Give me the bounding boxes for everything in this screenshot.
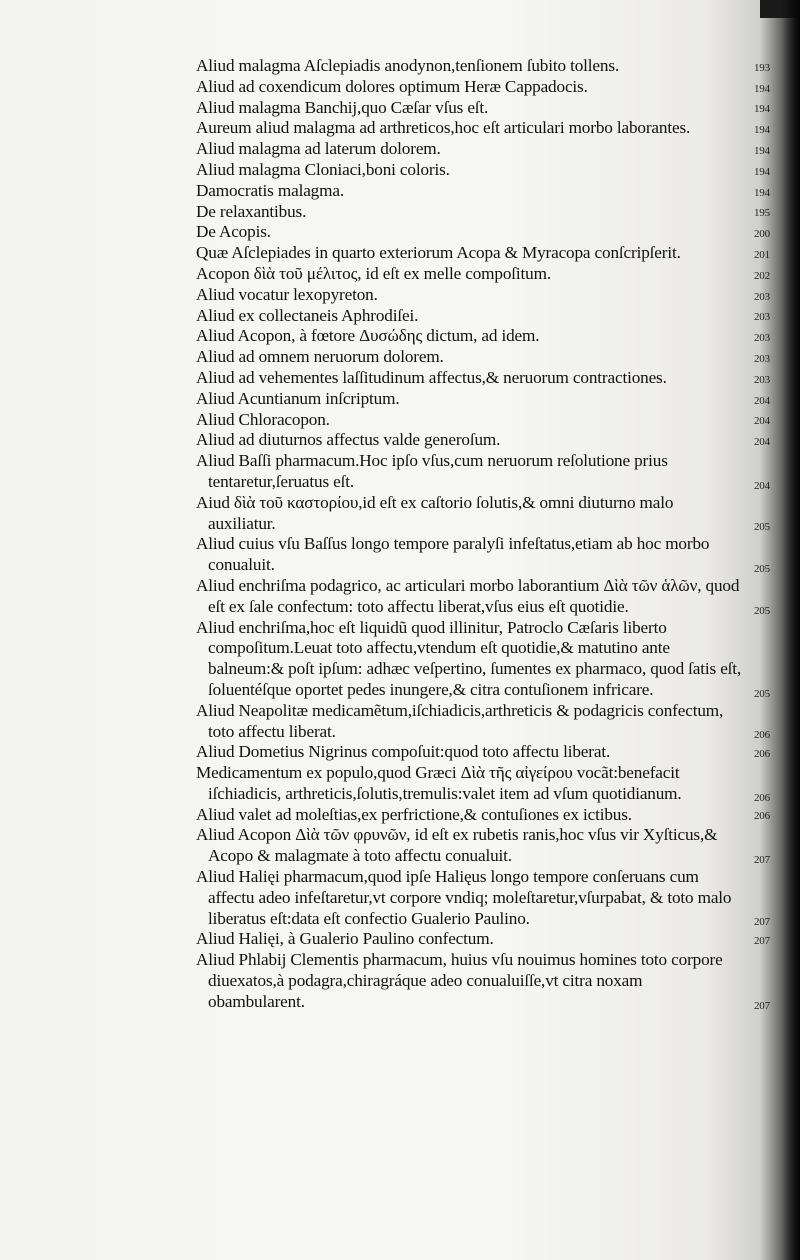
index-entry	[196, 867, 770, 929]
entry-page-number: 207	[753, 854, 770, 867]
index-entry	[196, 929, 770, 950]
entry-text: Aliud Acopon Δὶὰ τῶν φρυνῶν, id eſt ex rubetis ranis,hoc vſus vir Xyſticus,& Acopo & malagmate à toto affectu conualuit.	[196, 825, 718, 866]
entry-page-number: 205	[753, 604, 770, 617]
index-entry	[196, 139, 770, 160]
entry-text: Aliud valet ad moleſtias,ex perfrictione,& contuſiones ex ictibus.	[196, 804, 632, 824]
entry-text: Aureum aliud malagma ad arthreticos,hoc eſt articulari morbo laborantes.	[196, 118, 691, 138]
entry-text: De Acopis.	[196, 222, 271, 242]
entry-text: Aliud Dometius Nigrinus compoſuit:quod toto affectu liberat.	[196, 742, 611, 762]
entry-page-number: 203	[753, 352, 770, 365]
entry-text: Medicamentum ex populo,quod Græci Δὶὰ τῆς αἰγείρου vocãt:benefacit iſchiadicis, arthreticis,ſolutis,tremulis:valet item ad vſum quotidianum.	[196, 763, 682, 803]
entry-page-number: 206	[753, 810, 770, 823]
entry-page-number: 194	[753, 165, 770, 178]
entry-text: Aliud malagma ad laterum dolorem.	[196, 139, 441, 159]
entry-page-number: 203	[753, 373, 770, 386]
entry-text: Aliud ad diuturnos affectus valde generoſum.	[196, 430, 501, 450]
entry-page-number: 203	[753, 311, 770, 324]
entry-text: Aliud Halięi, à Gualerio Paulino confectum.	[196, 929, 494, 949]
entry-page-number: 206	[753, 748, 770, 761]
entry-text: Aliud malagma Aſclepiadis anodynon,tenſionem ſubito tollens.	[196, 56, 620, 75]
index-entry	[196, 451, 770, 493]
entry-page-number: 207	[753, 935, 770, 948]
index-entry	[196, 326, 770, 347]
entry-text: Aliud Phlabij Clementis pharmacum, huius vſu nouimus homines toto corpore diuexatos,à podagra,chiragráque adeo conualuiſſe,vt citra noxam obambularent.	[196, 950, 723, 1011]
entry-text: Aliud ad omnem neruorum dolorem.	[196, 347, 444, 367]
index-entry	[196, 742, 770, 763]
index-entry	[196, 493, 770, 535]
index-entry	[196, 410, 770, 431]
index-entry	[196, 805, 770, 826]
entry-text: Aliud Halięi pharmacum,quod ipſe Halięus longo tempore conſeruans cum affectu adeo infeſtaretur,vt corpore vndiq; moleſtaretur,vſurpabat, & toto malo liberatus eſt:data eſt confectio Gualerio Paulino.	[196, 867, 732, 928]
entry-text: Aliud Chloracopon.	[196, 409, 330, 429]
entry-text: Aliud enchriſma,hoc eſt liquidũ quod illinitur, Patroclo Cæſaris liberto compoſitum.Leuat toto affectu,vtendum eſt quotidie,& matutino ante balneum:& poſt ipſum: adhæc veſpertino, ſumentes ex pharmaco, quod ſatis eſt, ſoluentéſque oportet pedes inungere,& citra contuſionem infricare.	[196, 617, 742, 699]
entry-page-number: 194	[753, 103, 770, 116]
index-entry	[196, 98, 770, 119]
entry-text: Aliud enchriſma podagrico, ac articulari morbo laborantium Δὶὰ τῶν ἁλῶν, quod eſt ex ſale confectum: toto affectu liberat,vſus eius eſt quotidie.	[196, 575, 740, 616]
entry-text: Aliud Acopon, à fœtore Δυσώδης dictum, ad idem.	[196, 326, 540, 346]
entry-page-number: 204	[753, 479, 770, 492]
entry-text: Aliud ad coxendicum dolores optimum Heræ Cappadocis.	[196, 76, 588, 96]
entry-page-number: 206	[753, 729, 770, 742]
entry-page-number: 201	[753, 248, 770, 261]
index-entry	[196, 181, 770, 202]
entry-page-number: 200	[753, 228, 770, 241]
entry-page-number: 194	[753, 124, 770, 137]
index-entry	[196, 618, 770, 701]
entry-page-number: 205	[753, 562, 770, 575]
entry-page-number: 205	[753, 521, 770, 534]
entry-text: Aliud Neapolitæ medicamẽtum,iſchiadicis,arthreticis & podagricis confectum, toto affectu liberat.	[196, 700, 724, 741]
entry-page-number: 205	[753, 687, 770, 700]
index-entry	[196, 306, 770, 327]
entry-page-number: 194	[753, 186, 770, 199]
entry-text: Aliud ad vehementes laſſitudinum affectus,& neruorum contractiones.	[196, 367, 667, 387]
entry-page-number: 195	[753, 207, 770, 220]
index-entry	[196, 285, 770, 306]
index-entry	[196, 222, 770, 243]
entry-text: De relaxantibus.	[196, 201, 307, 221]
entry-text: Aliud malagma Banchij,quo Cæſar vſus eſt.	[196, 97, 489, 117]
entry-text: Aliud Acuntianum inſcriptum.	[196, 388, 400, 408]
index-entry	[196, 243, 770, 264]
entry-page-number: 203	[753, 290, 770, 303]
entry-text: Aliud cuius vſu Baſſus longo tempore paralyſi infeſtatus,etiam ab hoc morbo conualuit.	[196, 534, 710, 575]
index-entry	[196, 118, 770, 139]
entry-page-number: 204	[753, 415, 770, 428]
entry-page-number: 194	[753, 144, 770, 157]
index-entry	[196, 368, 770, 389]
entry-text: Damocratis malagma.	[196, 180, 344, 200]
index-entry	[196, 56, 770, 77]
index-entry	[196, 160, 770, 181]
index-entry	[196, 576, 770, 618]
entry-text: Aiud δὶὰ τοῦ καστορίου,id eſt ex caſtorio ſolutis,& omni diuturno malo auxiliatur.	[196, 492, 674, 533]
index-entry	[196, 430, 770, 451]
entry-page-number: 193	[753, 61, 770, 74]
index-entry	[196, 77, 770, 98]
entry-text: Aliud Baſſi pharmacum.Hoc ipſo vſus,cum neruorum reſolutione prius tentaretur,ſeruatus eſt.	[196, 451, 668, 491]
entry-page-number: 204	[753, 436, 770, 449]
index-entry	[196, 950, 770, 1012]
index-entry	[196, 264, 770, 285]
index-entries	[196, 56, 770, 1013]
page-edge-shadow	[782, 0, 800, 1260]
entry-page-number: 207	[753, 916, 770, 929]
index-entry	[196, 347, 770, 368]
entry-page-number: 207	[753, 999, 770, 1012]
entry-page-number: 204	[753, 394, 770, 407]
entry-text: Aliud vocatur lexopyreton.	[196, 284, 378, 304]
entry-text: Aliud malagma Cloniaci,boni coloris.	[196, 159, 450, 179]
entry-page-number: 202	[753, 269, 770, 282]
index-entry	[196, 825, 770, 867]
entry-text: Quæ Aſclepiades in quarto exteriorum Acopa & Myracopa conſcripſerit.	[196, 243, 681, 263]
entry-page-number: 206	[753, 791, 770, 804]
entry-page-number: 194	[753, 82, 770, 95]
entry-text: Acopon δὶὰ τοῦ μέλιτος, id eſt ex melle compoſitum.	[196, 263, 551, 283]
index-entry	[196, 389, 770, 410]
index-entry	[196, 202, 770, 223]
index-entry	[196, 701, 770, 743]
index-entry	[196, 534, 770, 576]
index-entry	[196, 763, 770, 805]
entry-text: Aliud ex collectaneis Aphrodiſei.	[196, 305, 419, 325]
entry-page-number: 203	[753, 332, 770, 345]
